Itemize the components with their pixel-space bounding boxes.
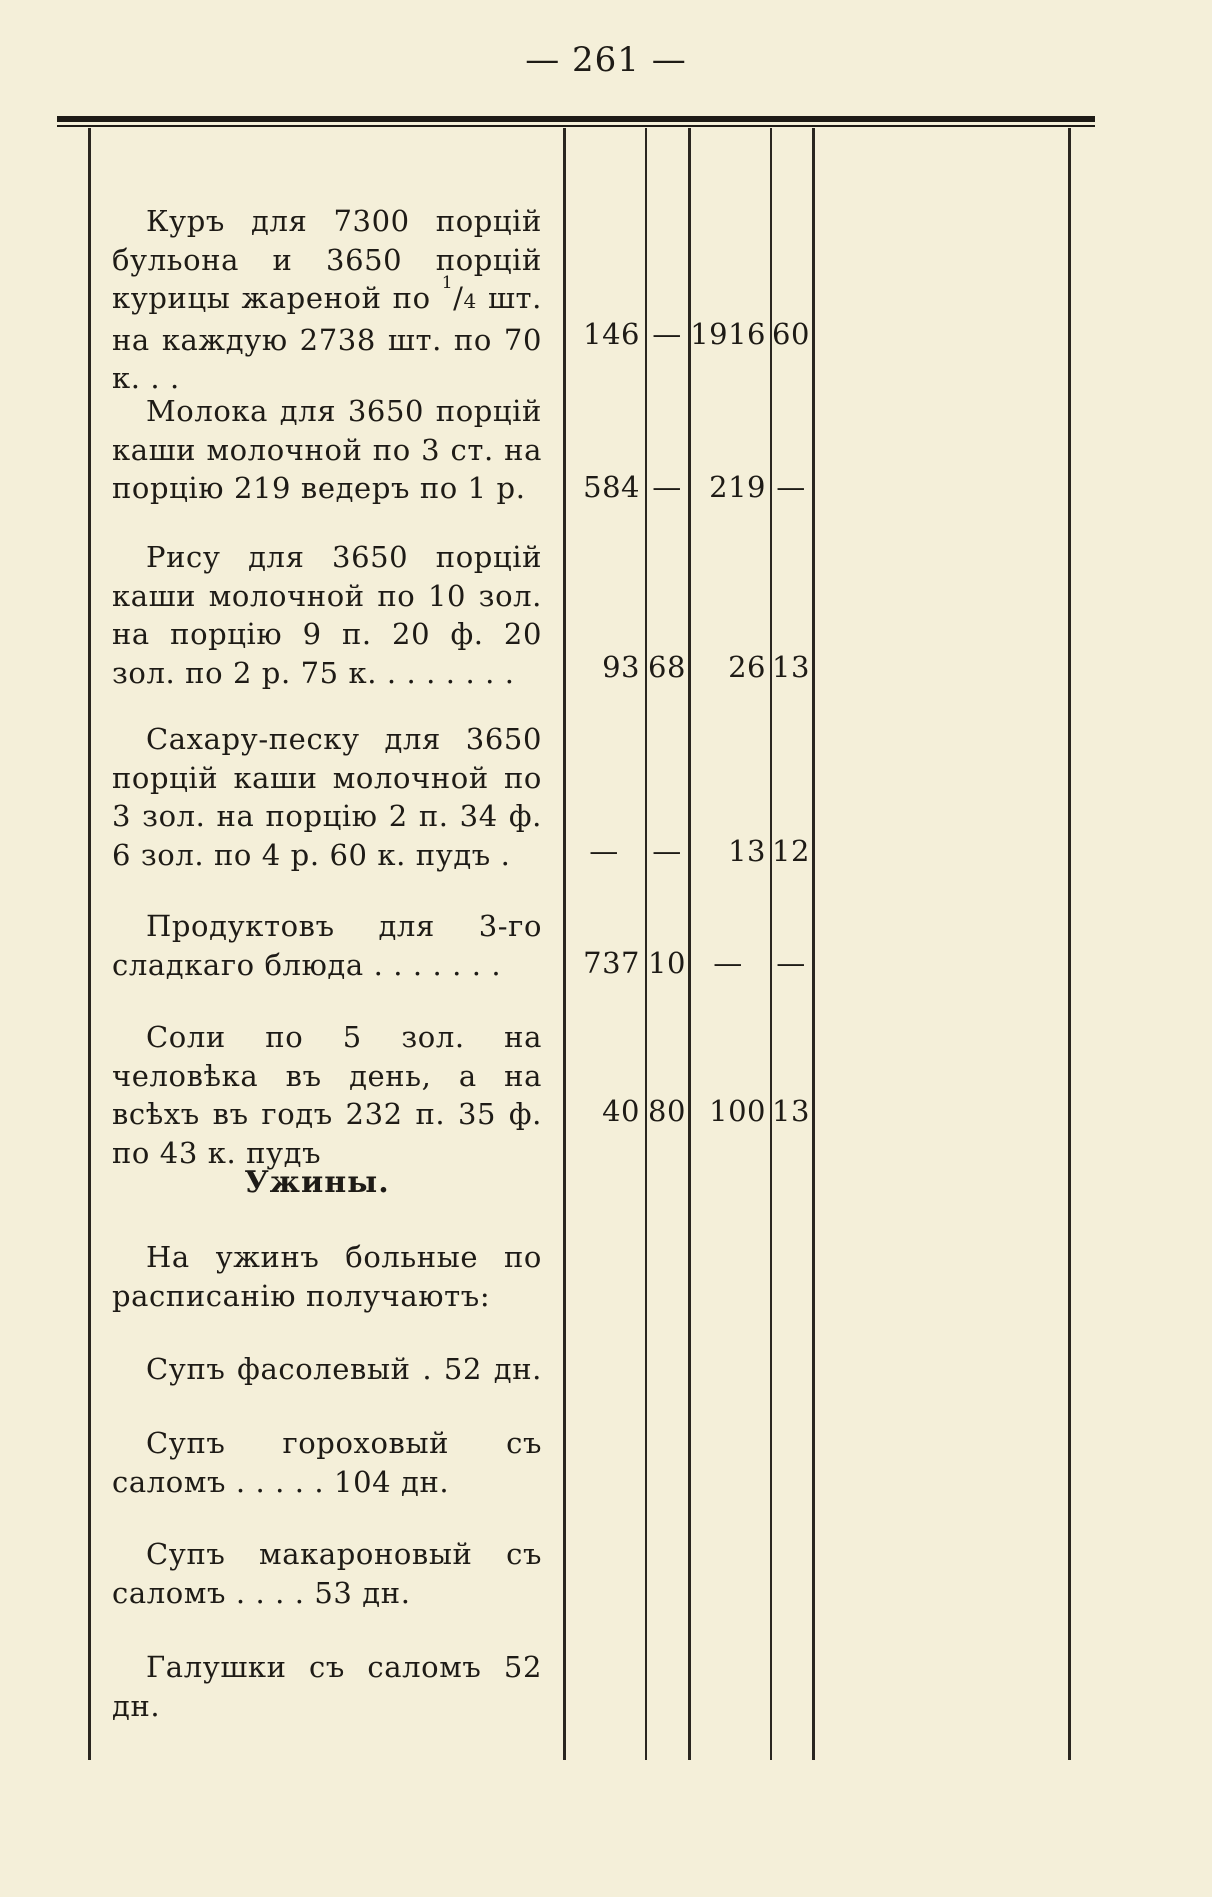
table-divider-kop1 bbox=[645, 128, 647, 1760]
col2-kopeks: 60 bbox=[772, 317, 810, 351]
top-rule-thin bbox=[57, 125, 1095, 127]
col2-kopeks: — bbox=[776, 946, 806, 980]
entry-text: Соли по 5 зол. на человѣка въ день, а на всѣхъ въ годъ 232 п. 35 ф. по 43 к. пудъ bbox=[112, 1020, 542, 1170]
table-left-border bbox=[88, 128, 91, 1760]
table-right-border bbox=[1068, 128, 1071, 1760]
page-number: — 261 — bbox=[525, 40, 687, 80]
col2-kopeks: 12 bbox=[772, 834, 810, 868]
col1-rubles: 40 bbox=[602, 1094, 640, 1128]
entry-text: Сахару-песку для 3650 порцій каши молочной по 3 зол. на порцію 2 п. 34 ф. 6 зол. по 4 р. 60 к. пудъ . bbox=[112, 722, 542, 872]
col2-rubles: — bbox=[713, 946, 743, 980]
col2-kopeks: 13 bbox=[772, 1094, 810, 1128]
supper-item: Супъ гороховый съ саломъ . . . . . 104 дн. bbox=[112, 1426, 542, 1499]
section-heading: Ужины. bbox=[244, 1165, 390, 1200]
col1-kopeks: 10 bbox=[648, 946, 686, 980]
col1-kopeks: 80 bbox=[648, 1094, 686, 1128]
supper-item: Галушки съ саломъ 52 дн. bbox=[112, 1650, 542, 1723]
col2-rubles: 219 bbox=[709, 470, 766, 504]
top-rule-thick bbox=[57, 116, 1095, 122]
col2-rubles: 26 bbox=[728, 650, 766, 684]
col1-kopeks: — bbox=[652, 834, 682, 868]
col2-rubles: 13 bbox=[728, 834, 766, 868]
col1-rubles: — bbox=[589, 834, 619, 868]
supper-item: Супъ макароновый съ саломъ . . . . 53 дн. bbox=[112, 1537, 542, 1610]
col2-rubles: 1916 bbox=[690, 317, 766, 351]
col1-rubles: 146 bbox=[583, 317, 640, 351]
table-divider-text bbox=[563, 128, 566, 1760]
col2-rubles: 100 bbox=[709, 1094, 766, 1128]
col1-rubles: 737 bbox=[583, 946, 640, 980]
suppers-intro: На ужинъ больные по расписанію получаютъ: bbox=[112, 1240, 542, 1313]
entry-text: Куръ для 7300 порцій бульона и 3650 порцій курицы жареной по $^1$/4 шт. на каждую 2738 шт. по 70 к. . . bbox=[112, 204, 542, 395]
supper-item: Супъ фасолевый . 52 дн. bbox=[146, 1352, 542, 1386]
col1-rubles: 584 bbox=[583, 470, 640, 504]
entry-text: Молока для 3650 порцій каши молочной по 3 ст. на порцію 219 ведеръ по 1 р. bbox=[112, 394, 542, 505]
col2-kopeks: 13 bbox=[772, 650, 810, 684]
col1-kopeks: — bbox=[652, 317, 682, 351]
col1-kopeks: 68 bbox=[648, 650, 686, 684]
entry-text: Продуктовъ для 3-го сладкаго блюда . . . . . . . bbox=[112, 909, 542, 982]
col1-rubles: 93 bbox=[602, 650, 640, 684]
table-divider-right bbox=[812, 128, 815, 1760]
entry-text: Рису для 3650 порцій каши молочной по 10 зол. на порцію 9 п. 20 ф. 20 зол. по 2 р. 75 к. . . . . . . . bbox=[112, 540, 542, 690]
col2-kopeks: — bbox=[776, 470, 806, 504]
col1-kopeks: — bbox=[652, 470, 682, 504]
